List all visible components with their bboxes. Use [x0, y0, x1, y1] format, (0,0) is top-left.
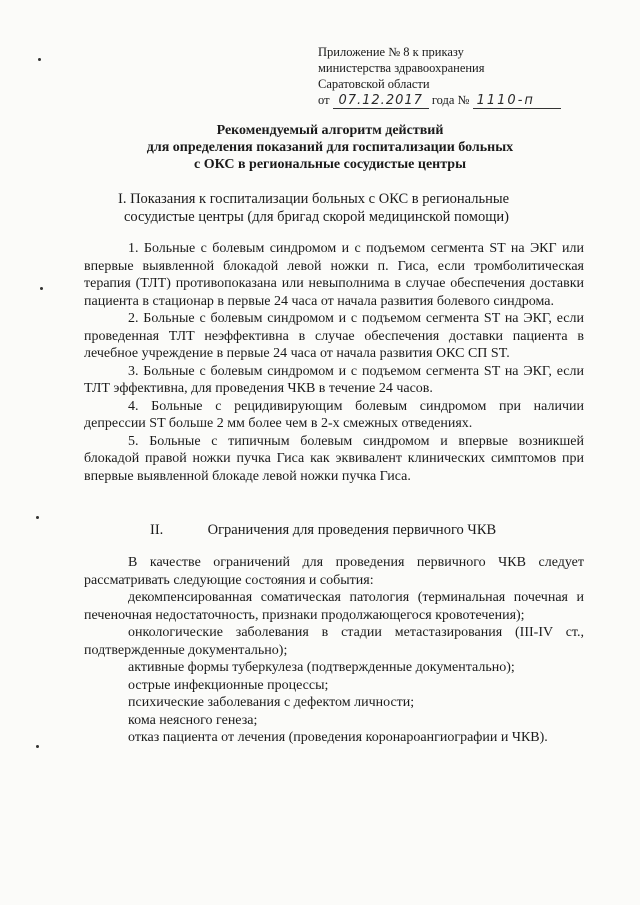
- title-line-3: с ОКС в региональные сосудистые центры: [193, 157, 466, 172]
- limitation-item: активные формы туберкулеза (подтвержденные документально);: [128, 660, 515, 675]
- scan-mark: [36, 516, 39, 519]
- section-1-list: [84, 240, 584, 485]
- limitation-item: декомпенсированная соматическая патология (терминальная почечная и печеночная недостаточность, признаки продолжающегося кровотечения);: [84, 590, 584, 623]
- limitation-item: острые инфекционные процессы;: [128, 677, 329, 693]
- scan-mark: [38, 58, 41, 61]
- limitation-item: психические заболевания с дефектом личности;: [128, 695, 415, 710]
- title-line-1: Рекомендуемый алгоритм действий: [216, 123, 444, 138]
- approval-stamp-block: [318, 44, 588, 109]
- approval-line-2: министерства здравоохранения: [318, 61, 485, 75]
- section-2-title: Ограничения для проведения первичного ЧКВ: [207, 522, 497, 538]
- section-2-intro: В качестве ограничений для проведения первичного ЧКВ следует рассматривать следующие состояния и события:: [84, 555, 584, 588]
- handwritten-order-number: 1110-п: [473, 94, 561, 109]
- indication-item: 1. Больные с болевым синдромом и с подъемом сегмента ST на ЭКГ или впервые выявленной блокадой левой ножки п. Гиса, если тромболитическая терапия (ТЛТ) противопоказана или невыполнима в случае обеспечения доставки пациента в стационар в первые 24 часа от начала развития болевого синдрома.: [84, 241, 584, 309]
- scan-mark: [36, 745, 39, 748]
- limitation-item: отказ пациента от лечения (проведения коронароангиографии и ЧКВ).: [128, 730, 548, 745]
- indication-item: 5. Больные с типичным болевым синдромом и впервые возникшей блокадой правой ножки пучка Гиса как эквивалент клинических симптомов при впервые выявленной блокаде левой ножки пучка Гиса.: [84, 433, 584, 484]
- section-2-number: II.: [150, 522, 164, 538]
- approval-date-line: [318, 92, 588, 109]
- from-label: от: [318, 93, 330, 107]
- approval-line-3: Саратовской области: [318, 77, 430, 91]
- title-line-2: для определения показаний для госпитализации больных: [146, 140, 514, 155]
- indication-item: 2. Больные с болевым синдромом и с подъемом сегмента ST на ЭКГ, если проведенная ТЛТ неэффективна в случае обеспечения доставки пациента в лечебное учреждение в первые 24 часа от начала развития ОКС СП ST.: [84, 311, 584, 361]
- limitation-item: кома неясного генеза;: [128, 712, 258, 728]
- section-1-heading: [118, 190, 568, 226]
- limitation-item: онкологические заболевания в стадии метастазирования (III-IV ст., подтвержденные документально);: [84, 625, 584, 658]
- indication-item: 4. Больные с рецидивирующим болевым синдромом при наличии депрессии ST больше 2 мм более чем в 2-х смежных отведениях.: [84, 398, 584, 431]
- document-title: [60, 122, 600, 173]
- handwritten-date: 07.12.2017: [333, 94, 429, 109]
- section-2-heading: [150, 521, 496, 539]
- year-label: года №: [431, 93, 470, 107]
- scan-mark: [40, 287, 43, 290]
- section-1-heading-line-2: сосудистые центры (для бригад скорой медицинской помощи): [124, 209, 509, 225]
- section-1-heading-line-1: I. Показания к госпитализации больных с ОКС в региональные: [118, 191, 510, 207]
- section-2-body: [84, 554, 584, 747]
- approval-line-1: Приложение № 8 к приказу: [318, 45, 464, 59]
- indication-item: 3. Больные с болевым синдромом и с подъемом сегмента ST на ЭКГ, если ТЛТ эффективна, для проведения ЧКВ в течение 24 часов.: [84, 363, 584, 396]
